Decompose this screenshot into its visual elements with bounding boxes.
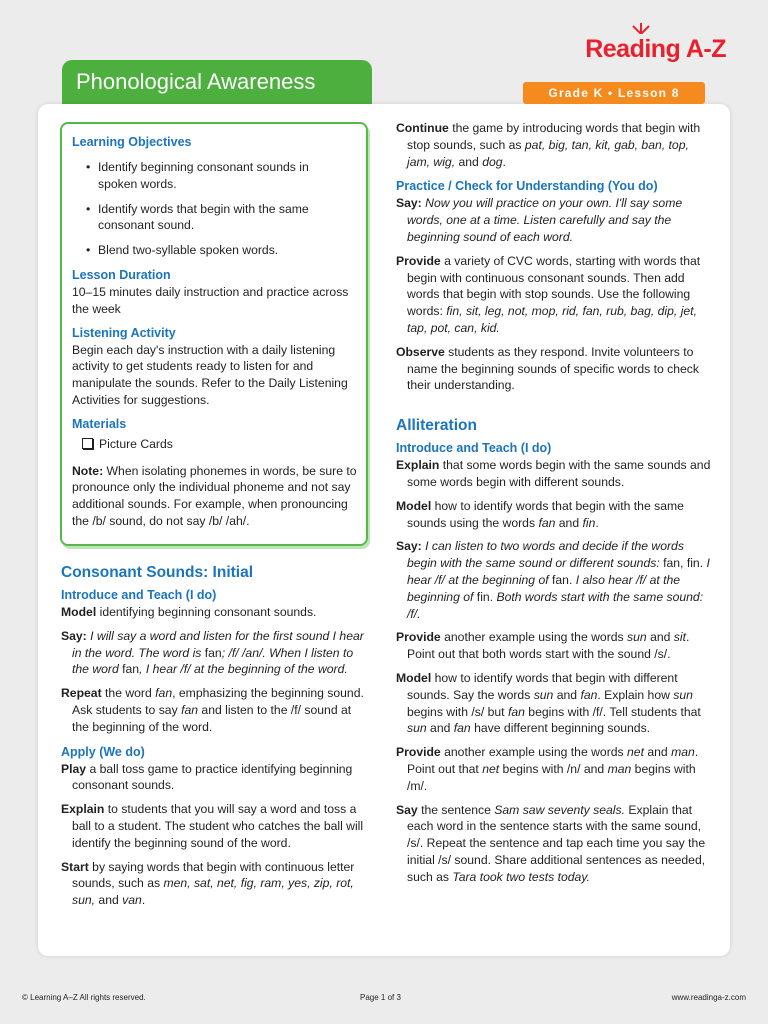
objectives-content [72, 134, 362, 530]
alliteration-intro-heading: Introduce and Teach (I do) [396, 441, 552, 456]
explain-paragraph: Explain to students that you will say a word and toss a ball to a student. The student who catches the ball will identify the beginning sound of the word. [61, 802, 364, 850]
practice-heading: Practice / Check for Understanding (You do) [396, 179, 658, 194]
materials-item [72, 436, 362, 453]
play-paragraph: Play a ball toss game to practice identifying beginning consonant sounds. [61, 761, 353, 793]
right-column [396, 120, 714, 885]
objective-item: • Identify words that begin with the same consonant sound. [72, 201, 338, 235]
model-paragraph: Model identifying beginning consonant sounds. [61, 605, 317, 619]
alliteration-model-different-paragraph: Model how to identify words that begin with different sounds. Say the words sun and fan. Explain how sun begins with /s/ but fan begins with /f/. Tell students that sun and fan have different beginning sounds. [396, 670, 701, 736]
footer-page-number: Page 1 of 3 [360, 993, 401, 1002]
start-paragraph: Start by saying words that begin with continuous letter sounds, such as men, sat, net, fig, ram, yes, zip, rot, sun, and van. [61, 859, 355, 908]
page-title-tab [62, 60, 372, 106]
materials-item-label: Picture Cards [99, 436, 173, 451]
objective-item: • Blend two-syllable spoken words. [72, 242, 362, 259]
footer-url[interactable]: www.readinga-z.com [671, 993, 746, 1002]
logo-text: Reading A-Z [585, 35, 726, 63]
materials-heading: Materials [72, 416, 127, 431]
logo-rays-icon [630, 22, 652, 34]
objectives-list [72, 159, 362, 259]
checkbox-icon [82, 438, 93, 449]
intro-heading: Introduce and Teach (I do) [61, 588, 217, 602]
alliteration-model-paragraph: Model how to identify words that begin with the same sounds using the words fan and fin. [396, 498, 684, 530]
repeat-paragraph: Repeat the word fan, emphasizing the beginning sound. Ask students to say fan and listen to the /f/ sound at the beginning of the word. [61, 686, 364, 734]
section-heading-consonant: Consonant Sounds: Initial [61, 564, 254, 581]
listening-text: Begin each day's instruction with a daily listening activity to get students ready to listen for and manipulate the sounds. Refer to the Daily Listening Activities for suggestions. [72, 342, 348, 407]
duration-heading: Lesson Duration [72, 267, 171, 282]
apply-heading: Apply (We do) [61, 744, 145, 759]
section-heading-alliteration: Alliteration [396, 417, 477, 435]
note-text: Note: When isolating phonemes in words, be sure to pronounce only the individual phoneme and not say additional sounds. For example, when pronouncing the /b/ sound, do not say /b/ /ah/. [72, 463, 357, 528]
page-title: Phonological Awareness [76, 69, 316, 94]
reading-az-logo [585, 30, 726, 64]
alliteration-provide-paragraph: Provide another example using the words sun and sit. Point out that both words start with the sound /s/. [396, 630, 690, 662]
listening-heading: Listening Activity [72, 325, 176, 340]
grade-lesson-badge: Grade K • Lesson 8 [523, 82, 705, 104]
practice-say-paragraph: Say: Now you will practice on your own. I'll say some words, one at a time. Listen carefully and say the beginning sound of each word. [396, 196, 683, 244]
alliteration-provide-second-paragraph: Provide another example using the words net and man. Point out that net begins with /n/ and man begins with /m/. [396, 745, 699, 793]
objectives-heading: Learning Objectives [72, 135, 192, 149]
left-column [61, 563, 371, 909]
say-paragraph: Say: I will say a word and listen for the first sound I hear in the word. The word is fan; /f/ /an/. When I listen to the word fan, I hear /f/ at the beginning of the word. [61, 628, 364, 677]
alliteration-sentence-paragraph: Say the sentence Sam saw seventy seals. Explain that each word in the sentence starts with the same sound, /s/. Repeat the sentence and tap each time you say the initial /s/ sound. Share additional sentences as needed, such as Tara took two tests today. [396, 802, 706, 884]
objective-item: • Identify beginning consonant sounds in spoken words. [72, 159, 323, 193]
continue-paragraph: Continue the game by introducing words that begin with stop sounds, such as pat, big, tan, kit, gab, ban, top, jam, wig, and dog. [396, 121, 701, 169]
observe-paragraph: Observe students as they respond. Invite volunteers to name the beginning sounds of specific words to check their understanding. [396, 344, 699, 393]
alliteration-explain-paragraph: Explain that some words begin with the same sounds and some words begin with different sounds. [396, 458, 711, 489]
alliteration-say-paragraph: Say: I can listen to two words and decide if the words begin with the same sound or different sounds: fan, fin. I hear /f/ at the beginning of fan. I also hear /f/ at the beginning of fin. Both words start with the same sound: /f/. [396, 539, 710, 621]
duration-text: 10–15 minutes daily instruction and practice across the week [72, 284, 349, 316]
footer-copyright: © Learning A–Z All rights reserved. [22, 993, 146, 1002]
provide-paragraph: Provide a variety of CVC words, starting with words that begin with continuous consonant sounds. Then add words that begin with stop sounds. Use the following words: fin, sit, leg, not, mop, rid, fan, rub, bag, dip, jet, tap, pot, can, kid. [396, 253, 701, 335]
